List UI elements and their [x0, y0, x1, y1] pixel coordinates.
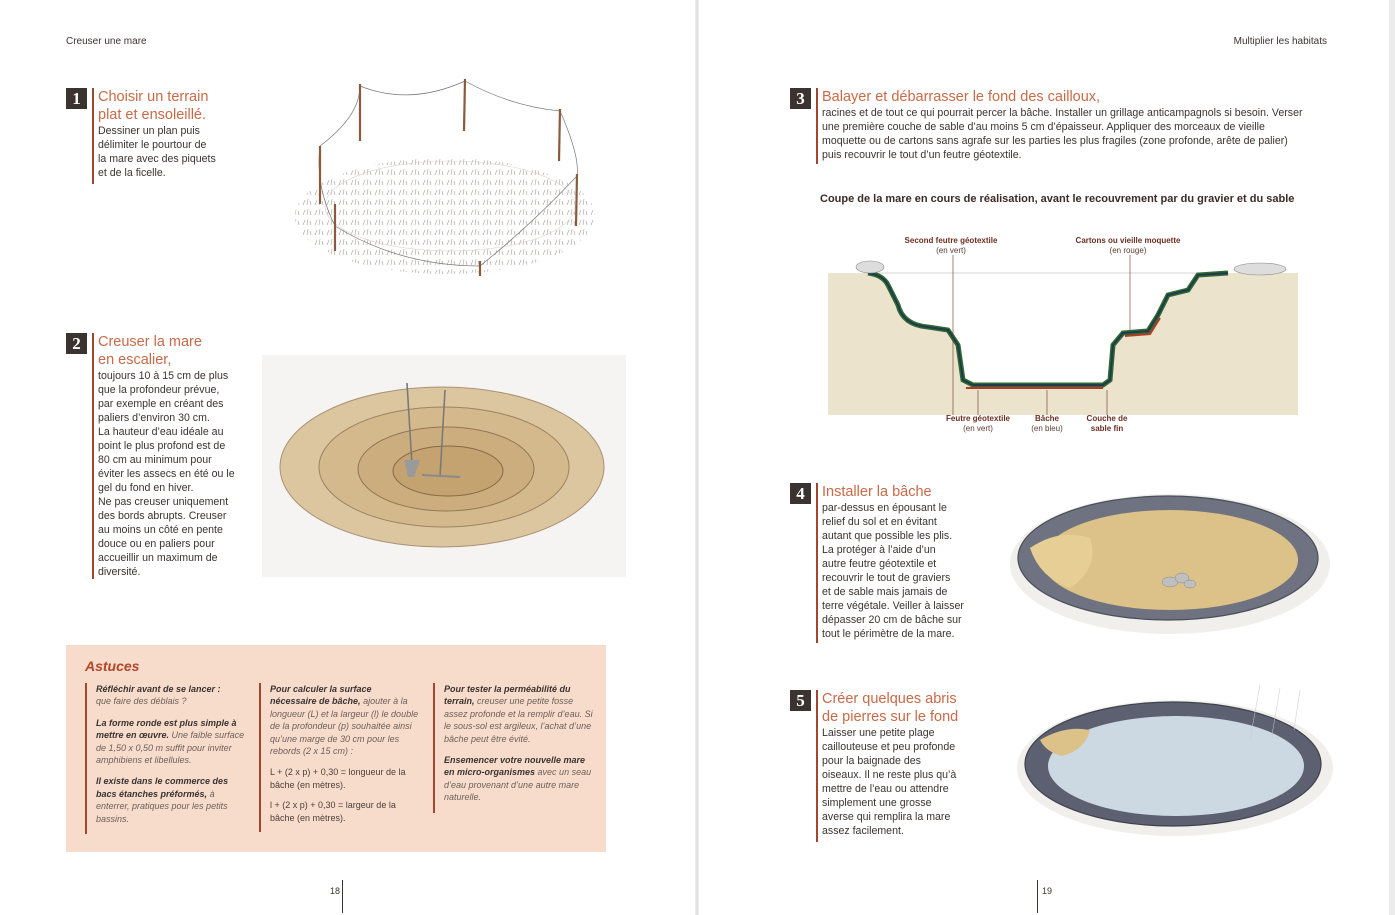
- tip-heading: Pour tester la perméabilité du terrain,: [444, 684, 571, 707]
- label-title: Second feutre géotextile: [904, 236, 998, 245]
- step-number-badge: 4: [790, 483, 811, 504]
- step-4-title: Installer la bâche: [822, 484, 932, 500]
- label-title: Bâche: [1034, 414, 1059, 423]
- formula-length: L + (2 x p) + 0,30 = longueur de la bâche (en mètres).: [270, 767, 406, 790]
- tip-body: à enterrer, pratiques pour les petits bassins.: [96, 788, 228, 824]
- label-geotextile: [936, 414, 1020, 434]
- running-head-left: Creuser une mare: [66, 36, 147, 47]
- label-cardboard-carpet: [1060, 236, 1196, 256]
- label-sub: (en bleu): [1031, 424, 1063, 433]
- page-number-right: 19: [1042, 886, 1053, 896]
- step-1-title-line-1: Choisir un terrain: [98, 89, 209, 105]
- folio-rule-left: [342, 880, 343, 913]
- folio-rule-right: [1037, 880, 1038, 913]
- step-number-badge: 1: [66, 88, 87, 109]
- label-liner: [1024, 414, 1070, 434]
- step-number-badge: 3: [790, 88, 811, 109]
- step-2-title-line-1: Creuser la mare: [98, 334, 202, 350]
- step-2-body: [92, 333, 272, 579]
- cross-section-caption: Coupe de la mare en cours de réalisation, avant le recouvrement par du gravier et du sable: [820, 193, 1295, 205]
- pond-cross-section-diagram: [828, 245, 1298, 415]
- label-sub: (en rouge): [1109, 246, 1147, 255]
- tip-item: [96, 717, 245, 767]
- label-title: Feutre géotextile: [945, 414, 1010, 423]
- tips-box: [66, 645, 606, 852]
- step-4-body: [816, 483, 976, 643]
- step-number-badge: 2: [66, 333, 87, 354]
- tips-column-3: [433, 683, 595, 813]
- step-3-body: [816, 88, 1306, 164]
- step-5-text: Laisser une petite plage caillouteuse et peu profonde pour la baignade des oiseaux. Il ne reste plus qu’à mettre de l’eau ou attendre simplement une grosse averse qui remplira la mare assez facilement.: [822, 727, 957, 837]
- step-3-title: Balayer et débarrasser le fond des cailloux,: [822, 89, 1101, 105]
- tip-heading: La forme ronde est plus simple à mettre en œuvre.: [96, 717, 237, 741]
- label-sub: (en vert): [936, 246, 966, 255]
- step-3-text: racines et de tout ce qui pourrait percer la bâche. Installer un grillage anticampagnols si besoin. Verser une première couche de sable d’au moins 5 cm d’épaisseur. Appliquer des morceaux de vieille moquette ou de cartons sans agrafe sur les parties les plus fragiles (zone profonde, arête de palier) puis recouvrir le tout d’un feutre géotextile.: [822, 107, 1303, 161]
- tip-heading: Réfléchir avant de se lancer :: [96, 684, 221, 694]
- dug-pond-illustration: [262, 355, 626, 577]
- step-number-badge: 5: [790, 690, 811, 711]
- tip-item: [96, 775, 245, 825]
- label-sub: sable fin: [1090, 424, 1124, 433]
- step-1-text: Dessiner un plan puis délimiter le pourtour de la mare avec des piquets et de la ficelle.: [98, 125, 216, 179]
- tip-body: Une faible surface de 1,50 x 0,50 m suffit pour inviter amphibiens et libellules.: [96, 730, 245, 766]
- running-head-right: Multiplier les habitats: [1233, 36, 1327, 47]
- liner-pond-illustration: [1000, 478, 1338, 646]
- label-title: Couche de: [1086, 414, 1128, 423]
- tip-item: [444, 754, 595, 804]
- page-edge: [1389, 0, 1395, 915]
- step-1-body: [92, 88, 262, 184]
- tip-body: creuser une petite fosse assez profonde et la remplir d’eau. Si le sous-sol est argileux, l’achat d’une bâche peut être évité.: [444, 696, 593, 744]
- book-gutter: [695, 0, 699, 915]
- label-sub: (en vert): [963, 424, 993, 433]
- step-4-text: par-dessus en épousant le relief du sol et en évitant autant que possible les plis. La protéger à l’aide d’un autre feutre géotextile et recouvrir le tout de graviers et de sable mais jamais de terre végétale. Veiller à laisser dépasser 20 cm de bâche sur tout le périmètre de la mare.: [822, 502, 964, 640]
- tip-item: [270, 683, 419, 757]
- label-second-geotextile: [888, 236, 1014, 256]
- tip-body: avec un seau d’eau provenant d’une autre mare naturelle.: [444, 767, 592, 803]
- tip-body: que faire des déblais ?: [96, 696, 187, 707]
- formula-width: l + (2 x p) + 0,30 = largeur de la bâche (en mètres).: [270, 800, 396, 823]
- tips-title: Astuces: [85, 658, 140, 674]
- tip-heading: Pour calculer la surface nécessaire de bâche,: [270, 684, 372, 707]
- step-5-title-line-2: de pierres sur le fond: [822, 709, 959, 725]
- page-number-left: 18: [330, 886, 341, 896]
- step-1-title-line-2: plat et ensoleillé.: [98, 107, 207, 123]
- filled-pond-illustration: [1010, 680, 1340, 845]
- step-5-title-line-1: Créer quelques abris: [822, 691, 957, 707]
- tip-heading: Ensemencer votre nouvelle mare en micro-organismes: [444, 755, 586, 778]
- step-5-body: [816, 690, 976, 842]
- staked-terrain-illustration: [290, 76, 600, 281]
- tip-item: [96, 683, 245, 708]
- step-2-title-line-2: en escalier,: [98, 352, 172, 368]
- label-sand-layer: [1078, 414, 1136, 434]
- tip-item: [444, 683, 595, 745]
- tip-body: ajouter à la longueur (L) et la largeur (l) le double de la profondeur (p) souhaitée ainsi qu’une marge de 30 cm pour les rebords (2 x 15 cm) :: [270, 696, 419, 757]
- label-title: Cartons ou vieille moquette: [1075, 236, 1181, 245]
- tips-column-2: [259, 683, 419, 832]
- tip-heading: Il existe dans le commerce des bacs étanches préformés,: [96, 776, 229, 799]
- step-2-text: toujours 10 à 15 cm de plus que la profondeur prévue, par exemple en créant des paliers d’environ 30 cm. La hauteur d’eau idéale au point le plus profond est de 80 cm au minimum pour éviter les assecs en été ou le gel du fond en hiver. Ne pas creuser uniquement des bords abrupts. Creuser au moins un côté en pente douce ou en paliers pour accueillir un maximum de diversité.: [98, 370, 235, 578]
- tips-column-1: [85, 683, 245, 834]
